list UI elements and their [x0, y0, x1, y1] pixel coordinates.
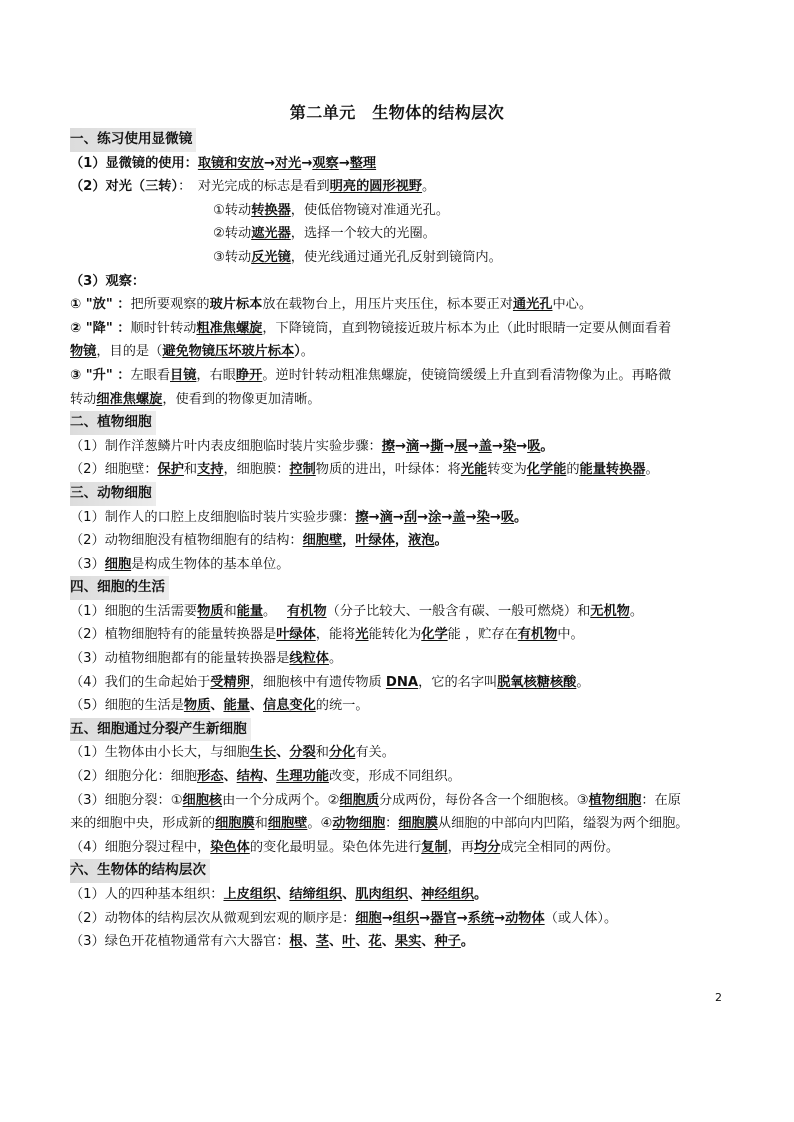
key-term: 反光镜: [251, 249, 291, 265]
key-term: 细胞膜: [398, 816, 438, 832]
key-term: 控制: [289, 462, 316, 478]
bold-text: →: [489, 509, 501, 525]
key-term: 擦: [355, 509, 369, 525]
text-segment: ： 对光完成的标志是看到: [178, 179, 330, 195]
key-term: 叶绿体: [276, 627, 316, 643]
key-term: 脱氧核糖核酸: [497, 674, 577, 690]
text-line: [70, 765, 730, 789]
section-heading-text: 一、练习使用显微镜: [70, 128, 196, 152]
section-heading-text: 五、细胞通过分裂产生新细胞: [70, 718, 251, 742]
text-segment: ：: [385, 816, 399, 832]
bold-text: →: [392, 509, 404, 525]
key-term: 分裂: [289, 745, 316, 761]
bold-text: ① "放" ：: [70, 297, 131, 313]
bold-text: （3）观察：: [70, 273, 146, 289]
bold-text: 、: [302, 934, 316, 950]
text-segment: ②转动: [213, 226, 252, 242]
text-segment: ，目的是（: [96, 344, 163, 360]
key-term: 受精卵: [210, 674, 250, 690]
text-segment: ①转动: [213, 202, 252, 218]
key-term: 细胞壁: [302, 533, 343, 549]
text-segment: 。: [328, 651, 343, 667]
text-line: [70, 152, 730, 176]
text-segment: 改变，形成不同组织。: [328, 769, 461, 785]
key-term: 滴: [379, 509, 393, 525]
text-segment: （3）细胞分裂：①: [70, 792, 183, 808]
key-term: 转换器: [251, 202, 291, 218]
bold-text: 。: [474, 887, 488, 902]
key-term: 细准焦螺旋: [96, 391, 163, 407]
key-term: 支持: [197, 462, 224, 478]
text-segment: 。: [300, 344, 314, 360]
text-line: [70, 694, 730, 718]
text-segment: 有关。: [355, 745, 395, 761]
text-segment: 把所要观察的: [130, 297, 210, 313]
key-term: 细胞: [104, 556, 132, 572]
key-term: 叶绿体: [355, 533, 395, 549]
text-segment: 。逆时针转动粗准焦螺旋，使镜筒缓缓上升直到看清物像为止。再略微: [262, 367, 672, 383]
key-term: 根: [289, 934, 303, 950]
text-segment: 的: [566, 462, 580, 478]
bold-text: →: [491, 438, 503, 454]
key-term: 避免物镜压坏玻片标本: [162, 344, 295, 360]
text-segment: （2）细胞分化：细胞: [70, 769, 198, 785]
bold-text: →: [456, 910, 468, 926]
bold-text: （1）显微镜的使用：: [70, 155, 198, 171]
section-heading: [70, 718, 730, 742]
text-segment: 。: [629, 603, 644, 619]
bold-text: 。: [434, 533, 448, 549]
key-term: 物镜: [70, 344, 97, 360]
key-term: 液泡: [408, 533, 435, 549]
key-term: 肌肉组织: [355, 887, 409, 902]
text-segment: 放在载物台上，用压片夹压住，标本要正对: [262, 297, 513, 313]
bold-text: →: [465, 509, 477, 525]
key-term: 细胞核: [182, 792, 223, 808]
key-term: 刮: [403, 509, 418, 525]
text-segment: 物质的进出，叶绿体：将: [315, 462, 461, 478]
key-term: 取镜和安放: [197, 155, 264, 171]
text-segment: 。: [263, 603, 287, 619]
text-segment: ，能将: [315, 627, 356, 643]
key-term: 能量转换器: [579, 462, 646, 478]
section-heading-text: 四、细胞的生活: [70, 576, 169, 600]
bold-text: →: [417, 509, 429, 525]
text-segment: ，右眼: [196, 367, 236, 383]
text-segment: 顺时针转动: [130, 320, 197, 336]
text-segment: 成完全相同的两份。: [500, 839, 620, 855]
key-term: 擦: [381, 438, 395, 454]
text-line: [70, 340, 730, 364]
key-term: 动物体: [505, 910, 545, 926]
key-term: 涂: [428, 509, 442, 525]
key-term: 观察: [312, 155, 339, 171]
key-term: 盖: [478, 438, 492, 454]
bold-text: 。: [514, 509, 528, 525]
key-term: 生长: [249, 745, 277, 761]
bold-text: →: [441, 509, 453, 525]
key-term: 通光孔: [512, 297, 553, 313]
bold-text: 、: [263, 769, 277, 785]
key-term: 滴: [405, 438, 420, 454]
text-segment: ③转动: [213, 249, 252, 265]
page-title: 第二单元 生物体的结构层次: [289, 103, 505, 122]
text-segment: ，选择一个较大的光圈。: [290, 226, 436, 242]
key-term: 茎: [315, 934, 329, 950]
key-term: 细胞膜: [215, 816, 255, 832]
text-line: [70, 293, 730, 317]
text-segment: 的统一。: [315, 698, 369, 714]
bold-text: →: [494, 910, 506, 926]
text-segment: 和: [183, 462, 198, 478]
bold-text: →: [419, 438, 431, 454]
key-term: 分化: [328, 745, 356, 761]
text-line: [70, 222, 730, 246]
text-segment: ，使光线通过通光孔反射到镜筒内。: [290, 249, 502, 265]
text-segment: （3）: [70, 556, 105, 572]
key-term: 有机物: [517, 627, 558, 643]
page-number: 2: [715, 991, 722, 1004]
text-segment: （4）我们的生命起始于: [70, 674, 211, 690]
key-term: 展: [454, 438, 468, 454]
text-segment: （1）人的四种基本组织：: [70, 887, 224, 902]
key-term: 能量: [236, 603, 264, 619]
bold-text: 、: [249, 698, 264, 714]
text-segment: 转动: [70, 391, 97, 407]
bold-text: ② "降" ：: [70, 320, 131, 336]
text-line: [70, 270, 730, 294]
text-segment: 由一个分成两个。②: [222, 792, 340, 808]
text-segment: 。④: [307, 816, 333, 832]
text-segment: （或人体）。: [544, 910, 618, 926]
text-line: [70, 529, 730, 553]
text-segment: （2）动物体的结构层次从微观到宏观的顺序是：: [70, 910, 356, 926]
key-term: 叶: [342, 934, 356, 950]
text-segment: （2）动物细胞没有植物细胞有的结构：: [70, 533, 303, 549]
key-term: 染色体: [210, 839, 250, 855]
key-term: 器官: [430, 910, 457, 926]
bold-text: 玻片标本: [209, 297, 263, 313]
text-segment: 分成两份，每份各含一个细胞核。③: [378, 792, 589, 808]
text-segment: （1）制作洋葱鳞片叶内表皮细胞临时装片实验步骤：: [70, 438, 382, 454]
text-line: [70, 600, 730, 624]
text-segment: 。: [422, 179, 436, 195]
text-line: [70, 930, 730, 954]
bold-text: 、: [223, 769, 237, 785]
text-line: [70, 671, 730, 695]
bold-text: 、: [408, 887, 422, 902]
text-line: [70, 883, 730, 907]
text-segment: ，细胞膜：: [223, 462, 290, 478]
key-term: 动物细胞: [332, 816, 386, 832]
bold-text: ）: [294, 344, 301, 360]
text-line: [70, 836, 730, 860]
key-term: 对光: [274, 155, 302, 171]
section-heading-text: 三、动物细胞: [70, 482, 156, 506]
text-line: [70, 388, 730, 412]
bold-text: →: [368, 509, 380, 525]
section-heading: [70, 128, 730, 152]
key-term: 种子: [434, 934, 461, 950]
bold-text: 、: [210, 698, 224, 714]
text-line: [70, 907, 730, 931]
text-segment: （1）生物体由小长大，与细胞: [70, 745, 250, 761]
bold-text: →: [467, 438, 479, 454]
bold-text: （2）对光（三转）: [70, 179, 179, 195]
key-term: 吸: [500, 509, 515, 525]
bold-text: ③ "升" ：: [70, 367, 131, 383]
text-segment: 能转化为: [368, 627, 422, 643]
text-segment: 和: [315, 745, 329, 761]
bold-text: ，: [394, 533, 409, 549]
key-term: DNA: [385, 674, 419, 690]
text-segment: （5）细胞的生活是: [70, 698, 184, 714]
key-term: 吸: [527, 438, 541, 454]
text-line: [70, 623, 730, 647]
bold-text: 。: [540, 438, 554, 454]
key-term: 目镜: [170, 367, 197, 383]
key-term: 染: [476, 509, 490, 525]
text-segment: （2）细胞壁：: [70, 462, 158, 478]
bold-text: 、: [355, 934, 369, 950]
document-body: [70, 128, 730, 954]
bold-text: 、: [342, 887, 356, 902]
key-term: 盖: [452, 509, 466, 525]
bold-text: →: [381, 910, 393, 926]
bold-text: →: [394, 438, 406, 454]
key-term: 撕: [430, 438, 444, 454]
bold-text: →: [443, 438, 455, 454]
key-term: 无机物: [590, 603, 630, 619]
key-term: 生理功能: [276, 769, 329, 785]
key-term: 化学: [421, 627, 448, 643]
bold-text: →: [419, 910, 431, 926]
key-term: 染: [502, 438, 517, 454]
key-term: 物质: [197, 603, 224, 619]
key-term: 明亮的圆形视野: [329, 179, 423, 195]
text-segment: （分子比较大、一般含有碳、一般可燃烧）和: [326, 603, 591, 619]
text-line: [70, 812, 730, 836]
text-segment: 左眼看: [130, 367, 171, 383]
text-line: [70, 741, 730, 765]
key-term: 组织: [392, 910, 420, 926]
bold-text: →: [263, 155, 275, 171]
text-line: [70, 789, 730, 813]
key-term: 上皮组织: [223, 887, 277, 902]
key-term: 信息变化: [263, 698, 316, 714]
bold-text: ，: [342, 533, 356, 549]
text-segment: ，细胞核中有遗传物质: [249, 674, 386, 690]
key-term: 细胞质: [339, 792, 379, 808]
text-segment: （3）绿色开花植物通常有六大器官：: [70, 934, 290, 950]
text-segment: 从细胞的中部向内凹陷，缢裂为两个细胞。: [437, 816, 689, 832]
key-term: 形态: [197, 769, 224, 785]
text-segment: 。: [645, 462, 659, 478]
text-line: [70, 317, 730, 341]
text-segment: ：在原: [641, 792, 681, 808]
text-line: [70, 364, 730, 388]
key-term: 粗准焦螺旋: [196, 320, 263, 336]
key-term: 物质: [183, 698, 211, 714]
text-line: [70, 553, 730, 577]
text-segment: 和: [254, 816, 268, 832]
key-term: 整理: [349, 155, 377, 171]
key-term: 线粒体: [289, 651, 329, 667]
key-term: 花: [368, 934, 382, 950]
section-heading-text: 二、植物细胞: [70, 411, 156, 435]
section-heading: [70, 482, 730, 506]
text-segment: （4）细胞分裂过程中，: [70, 839, 211, 855]
section-heading-text: 六、生物体的结构层次: [70, 859, 210, 883]
key-term: 结构: [236, 769, 264, 785]
text-line: [70, 647, 730, 671]
bold-text: 。: [460, 934, 475, 950]
section-heading: [70, 859, 730, 883]
bold-text: 、: [328, 934, 343, 950]
text-segment: ，下降镜筒，直到物镜接近玻片标本为止（此时眼睛一定要从侧面看着: [262, 320, 672, 336]
text-segment: 中。: [557, 627, 584, 643]
key-term: 结缔组织: [289, 887, 343, 902]
text-segment: 。: [576, 674, 590, 690]
bold-text: →: [338, 155, 350, 171]
key-term: 均分: [474, 839, 501, 855]
bold-text: 、: [421, 934, 435, 950]
key-term: 复制: [421, 839, 448, 855]
text-line: [70, 435, 730, 459]
bold-text: →: [301, 155, 313, 171]
text-segment: 的变化最明显。染色体先进行: [249, 839, 422, 855]
text-segment: ，使低倍物镜对准通光孔。: [290, 202, 450, 218]
key-term: 保护: [157, 462, 184, 478]
text-line: [70, 175, 730, 199]
text-segment: （1）制作人的口腔上皮细胞临时装片实验步骤：: [70, 509, 356, 525]
key-term: 光: [355, 627, 369, 643]
text-segment: 和: [223, 603, 237, 619]
text-segment: 能 ，贮存在: [447, 627, 518, 643]
text-segment: ，再: [447, 839, 475, 855]
section-heading: [70, 576, 730, 600]
key-term: 植物细胞: [588, 792, 642, 808]
key-term: 化学能: [526, 462, 567, 478]
bold-text: 、: [276, 887, 290, 902]
key-term: 神经组织: [421, 887, 475, 902]
text-segment: ，使看到的物像更加清晰。: [162, 391, 321, 407]
text-segment: （2）植物细胞特有的能量转换器是: [70, 627, 277, 643]
text-line: [70, 246, 730, 270]
key-term: 遮光器: [251, 226, 291, 242]
key-term: 果实: [394, 934, 422, 950]
key-term: 细胞壁: [267, 816, 308, 832]
key-term: 细胞: [355, 910, 382, 926]
key-term: 能量: [223, 698, 250, 714]
text-segment: 中心。: [552, 297, 593, 313]
key-term: 系统: [467, 910, 495, 926]
text-segment: ，它的名字叫: [418, 674, 498, 690]
section-heading: [70, 411, 730, 435]
key-term: 睁开: [235, 367, 263, 383]
key-term: 光能: [460, 462, 488, 478]
text-segment: （1）细胞的生活需要: [70, 603, 198, 619]
bold-text: →: [516, 438, 528, 454]
bold-text: 、: [276, 745, 290, 761]
text-segment: 是构成生物体的基本单位。: [131, 556, 290, 572]
text-line: [70, 458, 730, 482]
bold-text: 、: [381, 934, 395, 950]
key-term: 有机物: [286, 603, 327, 619]
text-line: [70, 199, 730, 223]
text-line: [70, 506, 730, 530]
text-segment: 来的细胞中央，形成新的: [70, 816, 216, 832]
text-segment: （3）动植物细胞都有的能量转换器是: [70, 651, 290, 667]
text-segment: 转变为: [487, 462, 527, 478]
